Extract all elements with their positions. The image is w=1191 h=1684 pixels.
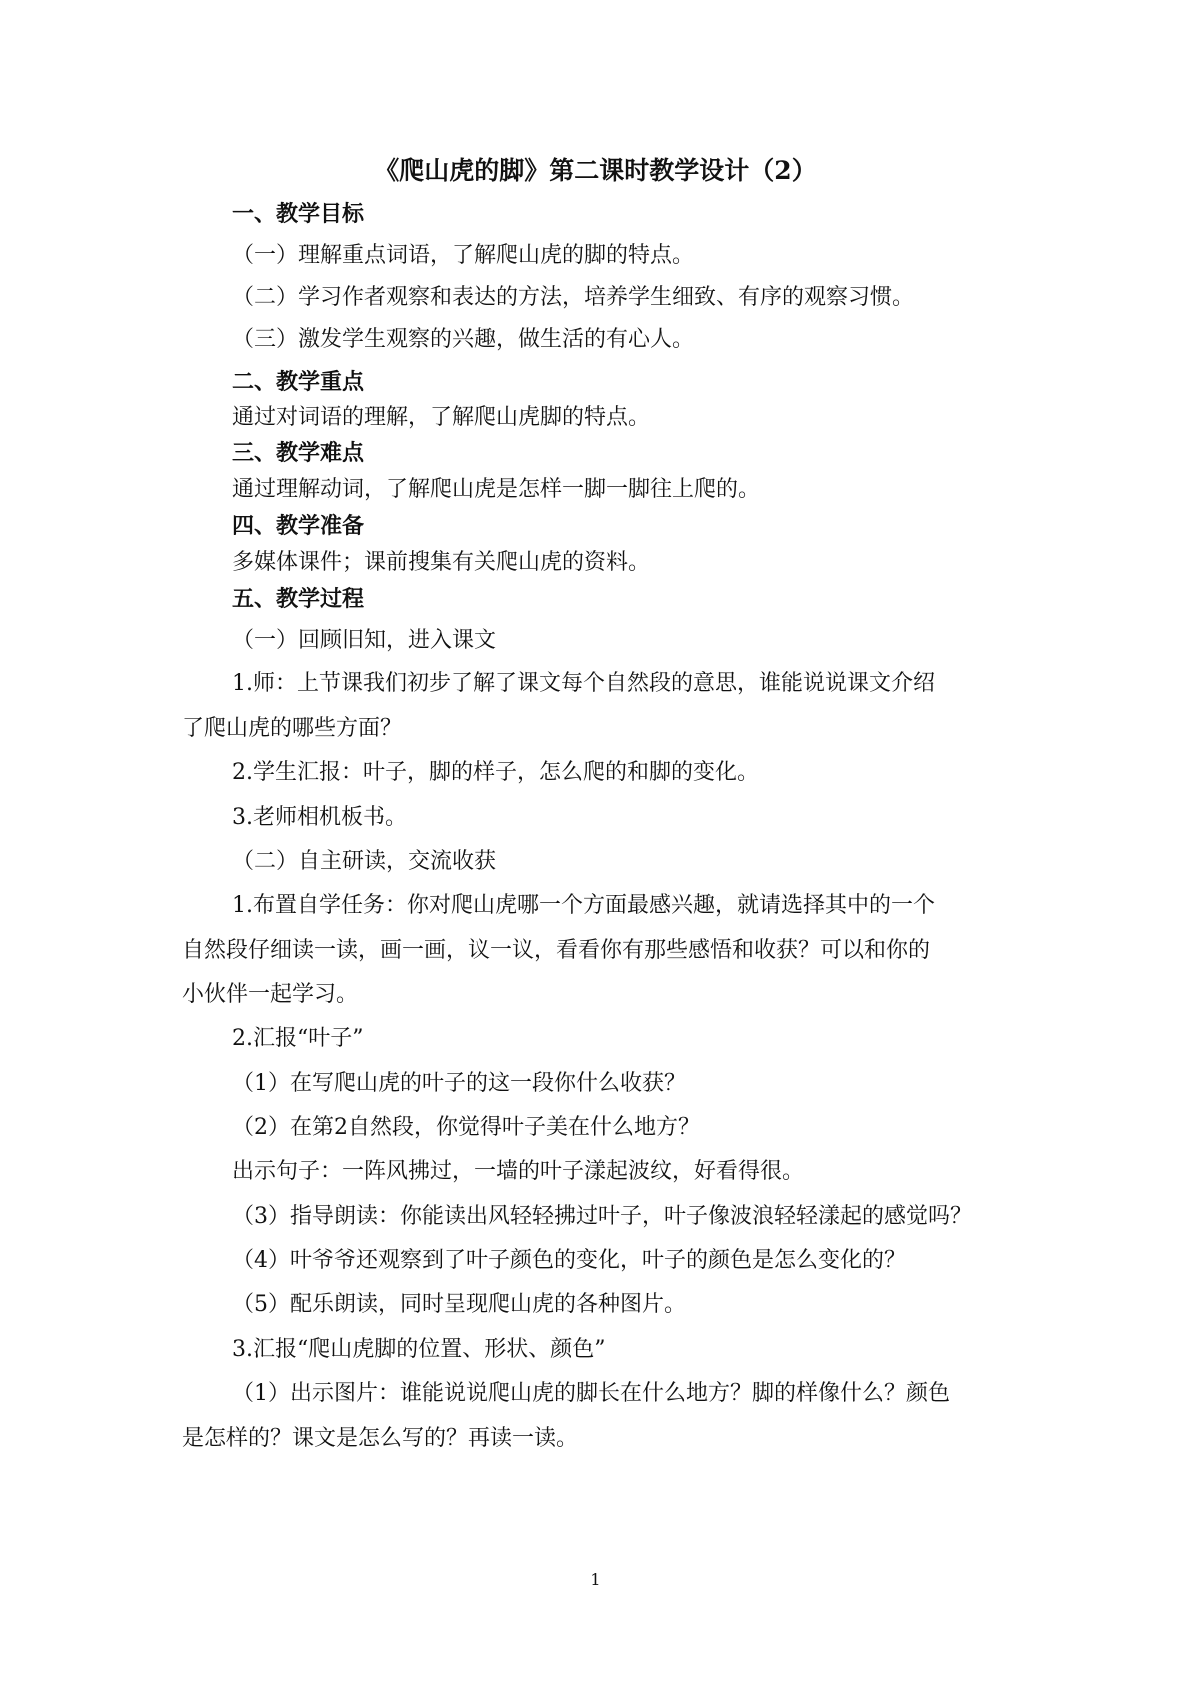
process-step-2-title: （二）自主研读，交流收获 bbox=[232, 849, 497, 874]
key-points-text: 通过对词语的理解，了解爬山虎脚的特点。 bbox=[232, 405, 651, 430]
paragraph-line: （5）配乐朗读，同时呈现爬山虎的各种图片。 bbox=[232, 1292, 686, 1317]
heading-preparation: 四、教学准备 bbox=[232, 513, 365, 539]
page-number: 1 bbox=[590, 1570, 601, 1589]
difficulties-text: 通过理解动词，了解爬山虎是怎样一脚一脚往上爬的。 bbox=[232, 477, 761, 502]
objective-3: （三）激发学生观察的兴趣，做生活的有心人。 bbox=[232, 327, 695, 352]
heading-difficulties: 三、教学难点 bbox=[232, 440, 365, 466]
objective-2: （二）学习作者观察和表达的方法，培养学生细致、有序的观察习惯。 bbox=[232, 285, 915, 310]
paragraph-line: 1.师：上节课我们初步了解了课文每个自然段的意思，谁能说说课文介绍 bbox=[232, 671, 935, 696]
paragraph-line: 3.汇报“爬山虎脚的位置、形状、颜色” bbox=[232, 1337, 606, 1362]
heading-key-points: 二、教学重点 bbox=[232, 369, 365, 395]
process-step-1-title: （一）回顾旧知，进入课文 bbox=[232, 628, 497, 653]
heading-objectives: 一、教学目标 bbox=[232, 201, 365, 227]
paragraph-line: 了爬山虎的哪些方面？ bbox=[182, 716, 403, 741]
preparation-text: 多媒体课件；课前搜集有关爬山虎的资料。 bbox=[232, 550, 651, 575]
heading-process: 五、教学过程 bbox=[232, 586, 365, 612]
objective-1: （一）理解重点词语，了解爬山虎的脚的特点。 bbox=[232, 243, 695, 268]
paragraph-line: （3）指导朗读：你能读出风轻轻拂过叶子，叶子像波浪轻轻漾起的感觉吗？ bbox=[232, 1204, 972, 1229]
paragraph-line: 出示句子：一阵风拂过，一墙的叶子漾起波纹，好看得很。 bbox=[232, 1159, 805, 1184]
paragraph-line: 小伙伴一起学习。 bbox=[182, 982, 359, 1007]
paragraph-line: （2）在第2自然段，你觉得叶子美在什么地方？ bbox=[232, 1115, 700, 1140]
paragraph-line: 是怎样的？课文是怎么写的？再读一读。 bbox=[182, 1426, 579, 1451]
paragraph-line: 1.布置自学任务：你对爬山虎哪一个方面最感兴趣，就请选择其中的一个 bbox=[232, 893, 935, 918]
paragraph-line: 2.学生汇报：叶子，脚的样子，怎么爬的和脚的变化。 bbox=[232, 760, 759, 785]
paragraph-line: 2.汇报“叶子” bbox=[232, 1026, 364, 1051]
paragraph-line: （4）叶爷爷还观察到了叶子颜色的变化，叶子的颜色是怎么变化的？ bbox=[232, 1248, 906, 1273]
paragraph-line: （1）在写爬山虎的叶子的这一段你什么收获？ bbox=[232, 1071, 686, 1096]
document-title: 《爬山虎的脚》第二课时教学设计（2） bbox=[374, 156, 817, 185]
paragraph-line: （1）出示图片：谁能说说爬山虎的脚长在什么地方？脚的样像什么？颜色 bbox=[232, 1381, 950, 1406]
paragraph-line: 自然段仔细读一读，画一画，议一议，看看你有那些感悟和收获？可以和你的 bbox=[182, 938, 931, 963]
paragraph-line: 3.老师相机板书。 bbox=[232, 805, 407, 830]
